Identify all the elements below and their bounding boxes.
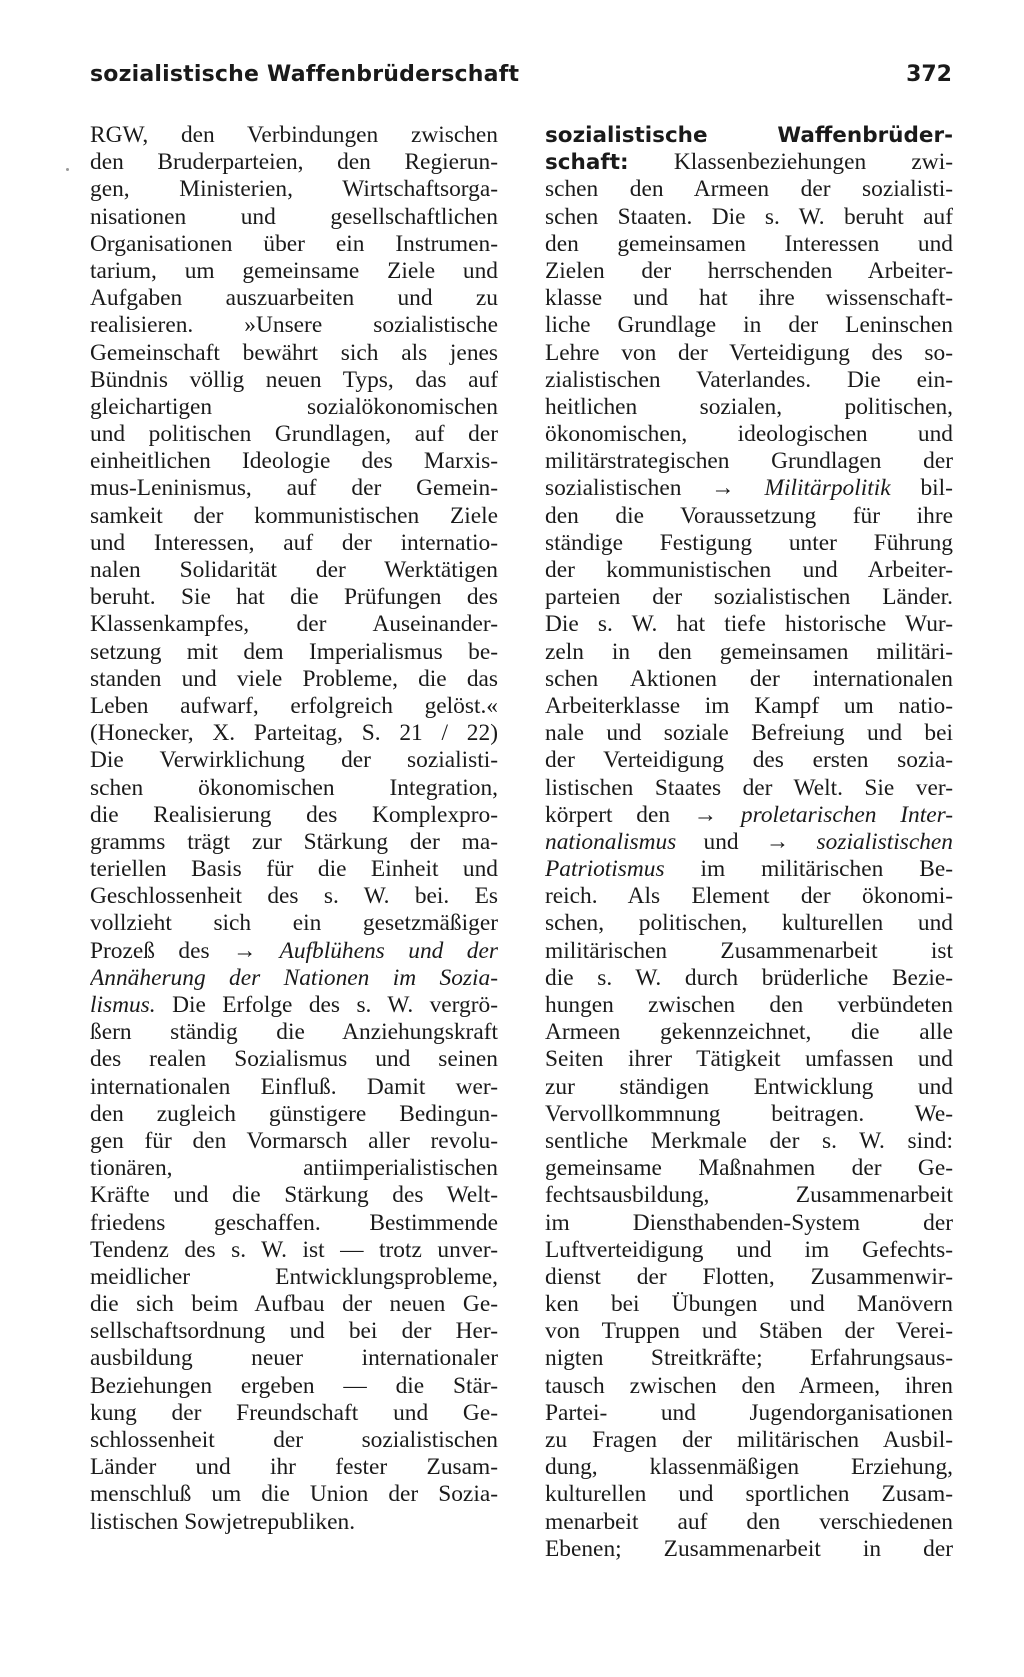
cross-reference: lismus. — [90, 992, 156, 1018]
text-line: im Diensthabenden-System der — [545, 1209, 953, 1236]
cross-reference: → proletarischen Inter- — [693, 801, 953, 828]
running-head — [90, 62, 952, 98]
text-line: des realen Sozialismus und seinen — [90, 1046, 498, 1073]
margin-mark — [66, 168, 69, 171]
text-line: ken bei Übungen und Manövern — [545, 1291, 953, 1318]
text-line: zialistischen Vaterlandes. Die ein- — [545, 366, 953, 393]
text-line: internationalen Einfluß. Damit wer- — [90, 1073, 498, 1100]
text-line: RGW, den Verbindungen zwischen — [90, 122, 498, 148]
text-line: Armeen gekennzeichnet, die alle — [545, 1019, 953, 1046]
text-line: zu Fragen der militärischen Ausbil- — [545, 1427, 953, 1453]
text-line: den zugleich günstigere Bedingun- — [90, 1100, 498, 1127]
text-line: tionären, antiimperialistischen — [90, 1155, 498, 1182]
text-line: Gemeinschaft bewährt sich als jenes — [90, 339, 498, 366]
text-line: der kommunistischen und Arbeiter- — [545, 557, 953, 583]
text-line: kung der Freundschaft und Ge- — [90, 1399, 498, 1426]
text-line-with-reference — [545, 475, 953, 502]
text-line: ßern ständig die Anziehungskraft — [90, 1019, 498, 1046]
text-line: realisieren. »Unsere sozialistische — [90, 312, 498, 339]
entry-headword: sozialistische Waffenbrüder- — [545, 123, 953, 148]
text-line: Ebenen; Zusammenarbeit in der — [545, 1535, 953, 1562]
text-line: und politischen Grundlagen, auf der — [90, 421, 498, 448]
running-head-title: sozialistische Waffenbrüderschaft — [90, 62, 520, 87]
text-line: militärischen Zusammenarbeit ist — [545, 937, 953, 964]
text-line: Vervollkommnung beitragen. We- — [545, 1100, 953, 1127]
text-line: nisationen und gesellschaftlichen — [90, 203, 498, 230]
cross-reference: → Aufblühens und der — [233, 937, 498, 964]
text-line: reich. Als Element der ökonomi- — [545, 883, 953, 910]
text-line: schen, politischen, kulturellen und — [545, 910, 953, 937]
text-line: schen den Armeen der sozialisti- — [545, 176, 953, 203]
cross-reference: nationalismus — [545, 828, 677, 855]
text-line: einheitlichen Ideologie des Marxis- — [90, 448, 498, 475]
text-line: ausbildung neuer internationaler — [90, 1345, 498, 1372]
text-line: von Truppen und Stäben der Verei- — [545, 1318, 953, 1345]
text-line: Leben aufwarf, erfolgreich gelöst.« — [90, 692, 498, 719]
text-line: samkeit der kommunistischen Ziele — [90, 502, 498, 529]
text-line: die sich beim Aufbau der neuen Ge- — [90, 1291, 498, 1318]
text-line: klasse und hat ihre wissenschaft- — [545, 285, 953, 312]
text-segment: bil- — [920, 475, 953, 502]
text-line: Luftverteidigung und im Gefechts- — [545, 1236, 953, 1263]
text-line-with-reference — [90, 938, 498, 965]
text-line: nigten Streitkräfte; Erfahrungsaus- — [545, 1345, 953, 1372]
text-segment: und — [703, 828, 739, 855]
text-line: tausch zwischen den Armeen, ihren — [545, 1372, 953, 1399]
text-line: sellschaftsordnung und bei der Her- — [90, 1318, 498, 1345]
text-line: ökonomischen, ideologischen und — [545, 421, 953, 448]
text-segment: Prozeß des — [90, 937, 210, 964]
text-line: ständige Festigung unter Führung — [545, 529, 953, 556]
text-line: Kräfte und die Stärkung des Welt- — [90, 1182, 498, 1209]
cross-reference-line: Annäherung der Nationen im Sozia- — [90, 964, 498, 991]
text-line: dung, klassenmäßigen Erziehung, — [545, 1454, 953, 1481]
text-line: menarbeit auf den verschiedenen — [545, 1508, 953, 1535]
text-line: Die Verwirklichung der sozialisti- — [90, 747, 498, 774]
text-line: Geschlossenheit des s. W. bei. Es — [90, 883, 498, 910]
text-segment: Klassenbeziehungen zwi- — [673, 149, 953, 176]
text-line: nalen Solidarität der Werktätigen — [90, 557, 498, 583]
text-line: listischen Sowjetrepubliken. — [90, 1508, 356, 1535]
text-line: schen ökonomischen Integration, — [90, 774, 498, 801]
text-line: Lehre von der Verteidigung des so- — [545, 339, 953, 366]
cross-reference: Patriotismus — [545, 856, 665, 883]
text-line: Tendenz des s. W. ist — trotz unver- — [90, 1236, 498, 1263]
text-line: tarium, um gemeinsame Ziele und — [90, 257, 498, 284]
text-line: mus-Leninismus, auf der Gemein- — [90, 475, 498, 502]
text-line: Die s. W. hat tiefe historische Wur- — [545, 611, 953, 638]
text-line: zur ständigen Entwicklung und — [545, 1073, 953, 1100]
text-line: den die Voraussetzung für ihre — [545, 502, 953, 529]
text-line: hungen zwischen den verbündeten — [545, 992, 953, 1018]
text-segment: sozialistischen — [545, 475, 682, 502]
text-line: menschluß um die Union der Sozia- — [90, 1481, 498, 1508]
text-line: militärstrategischen Grundlagen der — [545, 448, 953, 475]
text-line: gen, Ministerien, Wirtschaftsorga- — [90, 176, 498, 203]
text-line-with-reference — [545, 856, 953, 883]
text-line: schlossenheit der sozialistischen — [90, 1427, 498, 1453]
text-line: gemeinsame Maßnahmen der Ge- — [545, 1155, 953, 1182]
cross-reference: → sozialistischen — [765, 828, 953, 855]
text-line: Klassenkampfes, der Auseinander- — [90, 611, 498, 638]
text-line: Aufgaben auszuarbeiten und zu — [90, 285, 498, 312]
text-line: beruht. Sie hat die Prüfungen des — [90, 584, 498, 611]
text-line: die s. W. durch brüderliche Bezie- — [545, 964, 953, 991]
text-line: Bündnis völlig neuen Typs, das auf — [90, 366, 498, 393]
text-segment: im militärischen Be- — [700, 856, 953, 883]
text-line: den gemeinsamen Interessen und — [545, 230, 953, 257]
text-line: fechtsausbildung, Zusammenarbeit — [545, 1182, 953, 1209]
text-line: kulturellen und sportlichen Zusam- — [545, 1481, 953, 1508]
text-line: der Verteidigung des ersten sozia- — [545, 747, 953, 774]
text-line-with-reference — [545, 802, 953, 829]
text-segment: Die Erfolge des s. W. vergrö- — [172, 992, 498, 1018]
text-line: den Bruderparteien, den Regierun- — [90, 149, 498, 176]
text-line: (Honecker, X. Parteitag, S. 21 / 22) — [90, 720, 498, 747]
text-line: heitlichen sozialen, politischen, — [545, 393, 953, 420]
text-line: sentliche Merkmale der s. W. sind: — [545, 1127, 953, 1154]
text-line: gramms trägt zur Stärkung der ma- — [90, 828, 498, 855]
text-line: setzung mit dem Imperialismus be- — [90, 638, 498, 665]
text-line: Zielen der herrschenden Arbeiter- — [545, 257, 953, 284]
right-column — [545, 122, 953, 1563]
text-line: gleichartigen sozialökonomischen — [90, 393, 498, 420]
entry-headword: schaft: — [545, 150, 629, 176]
text-line: liche Grundlage in der Leninschen — [545, 312, 953, 339]
text-line: schen Aktionen der internationalen — [545, 665, 953, 692]
text-line: parteien der sozialistischen Länder. — [545, 584, 953, 611]
text-line-with-headword — [545, 149, 953, 176]
text-line-with-reference — [90, 992, 498, 1019]
page-number: 372 — [906, 62, 952, 87]
text-line: Länder und ihr fester Zusam- — [90, 1454, 498, 1481]
text-line: Arbeiterklasse im Kampf um natio- — [545, 692, 953, 719]
left-column — [90, 122, 498, 1536]
text-line: standen und viele Probleme, die das — [90, 665, 498, 692]
text-line: meidlicher Entwicklungsprobleme, — [90, 1263, 498, 1290]
text-segment: körpert den — [545, 801, 671, 828]
text-line: listischen Staates der Welt. Sie ver- — [545, 774, 953, 801]
cross-reference: → Militärpolitik — [711, 475, 891, 502]
text-line: Seiten ihrer Tätigkeit umfassen und — [545, 1046, 953, 1073]
text-line: und Interessen, auf der internatio- — [90, 529, 498, 556]
text-line-with-reference — [545, 829, 953, 856]
text-line: zeln in den gemeinsamen militäri- — [545, 638, 953, 665]
text-line: die Realisierung des Komplexpro- — [90, 801, 498, 828]
text-line: Organisationen über ein Instrumen- — [90, 230, 498, 257]
text-line: gen für den Vormarsch aller revolu- — [90, 1127, 498, 1154]
text-line: teriellen Basis für die Einheit und — [90, 856, 498, 883]
text-line: Partei- und Jugendorganisationen — [545, 1399, 953, 1426]
text-line: dienst der Flotten, Zusammenwir- — [545, 1263, 953, 1290]
text-line: nale und soziale Befreiung und bei — [545, 720, 953, 747]
text-line: vollzieht sich ein gesetzmäßiger — [90, 910, 498, 937]
text-line: schen Staaten. Die s. W. beruht auf — [545, 203, 953, 230]
text-line: friedens geschaffen. Bestimmende — [90, 1209, 498, 1236]
text-line: Beziehungen ergeben — die Stär- — [90, 1372, 498, 1399]
